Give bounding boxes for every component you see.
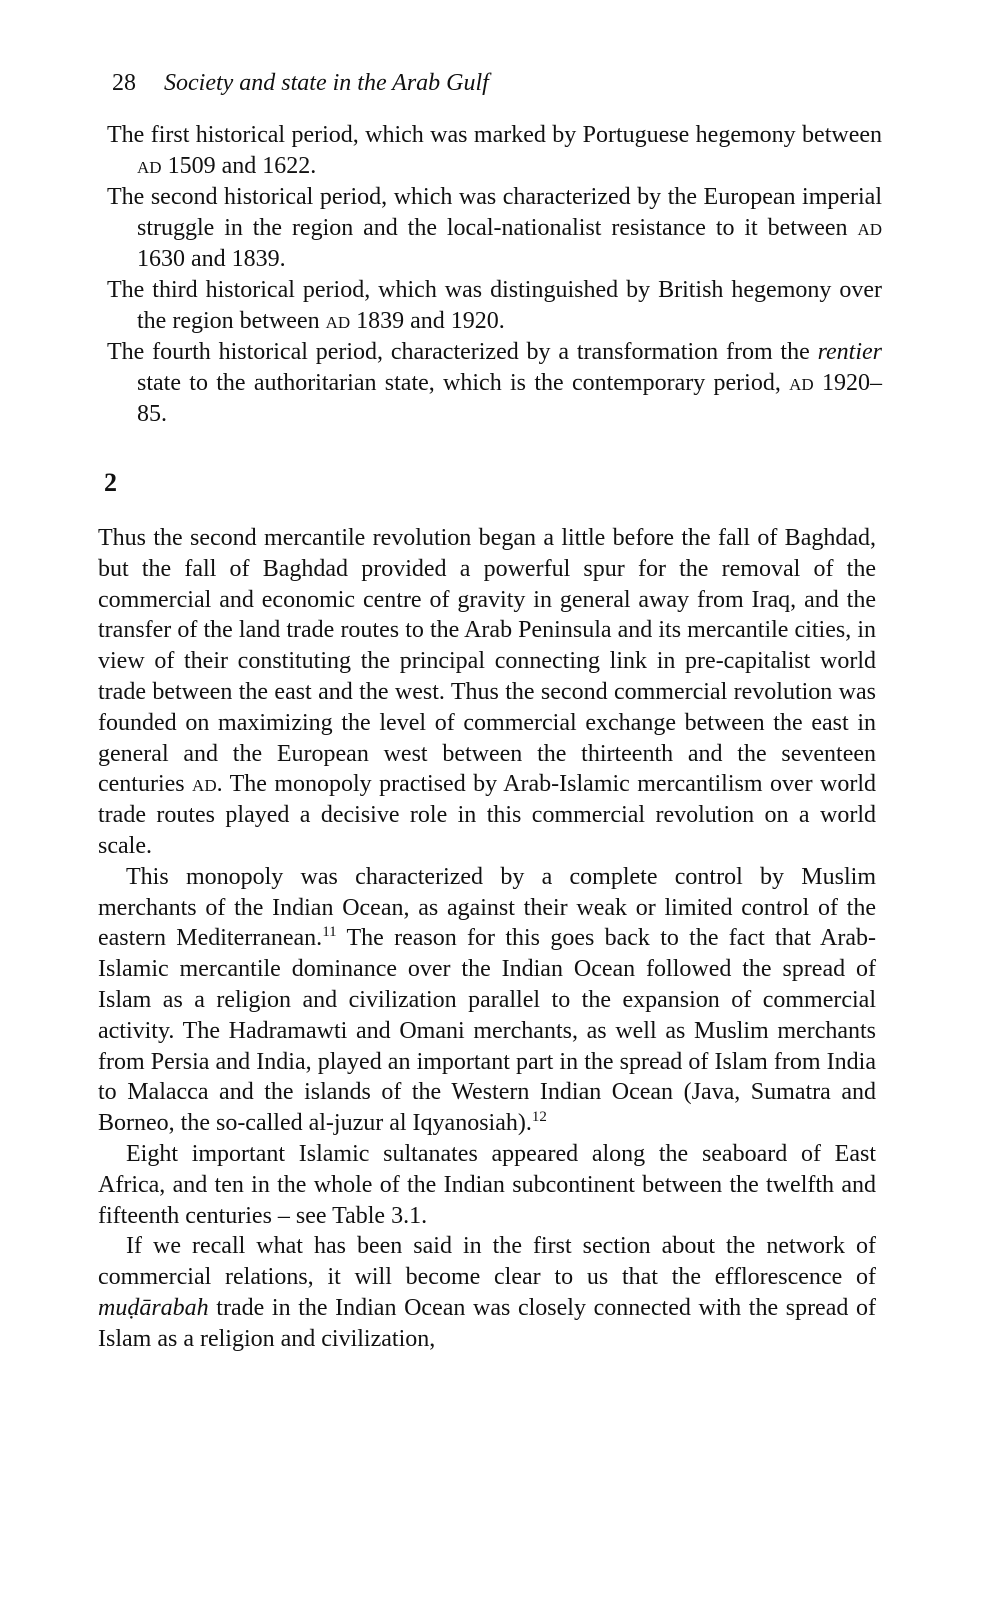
footnote-marker: 11	[322, 924, 337, 941]
text-run: state to the authoritarian state, which is the contemporary period, ad 1920–85.	[137, 370, 883, 427]
running-title: Society and state in the Arab Gulf	[164, 70, 489, 96]
historical-periods-list	[107, 120, 882, 430]
text-run: If we recall what has been said in the first section about the network of commercial relations, it will become clear to us that the efflorescence of	[98, 1233, 876, 1291]
text-run: This monopoly was characterized by a complete control by Muslim merchants of the Indian Ocean, as against their weak or limited control of the eastern Mediterranean.	[98, 863, 876, 952]
italic-term: rentier	[817, 339, 882, 365]
paragraph	[98, 1231, 876, 1354]
era-marker: ad	[789, 370, 814, 396]
list-item: The first historical period, which was marked by Portuguese hegemony between ad 1509 and 1622.	[107, 122, 882, 179]
era-marker: ad	[192, 771, 217, 798]
footnote-marker: 12	[531, 1109, 547, 1126]
text-run: The fourth historical period, characterized by a transformation from the	[107, 339, 818, 365]
running-header	[112, 70, 489, 97]
era-marker: ad	[137, 153, 162, 179]
list-item: The second historical period, which was characterized by the European imperial struggle in the region and the local-nationalist resistance to it between ad 1630 and 1839.	[107, 184, 882, 272]
era-marker: ad	[857, 215, 882, 241]
paragraph	[98, 862, 876, 1139]
text-run: The reason for this goes back to the fact that Arab-Islamic mercantile dominance over the Indian Ocean followed the spread of Islam as a religion and civilization parallel to the expansion of commercial activity. The Hadramawti and Omani merchants, as well as Muslim merchants from Persia and India, played an important part in the spread of Islam from India to Malacca and the islands of the Western Indian Ocean (Java, Sumatra and Borneo, the so-called al-juzur al Iqyanosiah).	[98, 925, 876, 1137]
section-number: 2	[104, 468, 117, 497]
paragraph: Thus the second mercantile revolution began a little before the fall of Baghdad, but the fall of Baghdad provided a powerful spur for the removal of the commercial and economic centre of gravity in general away from Iraq, and the transfer of the land trade routes to the Arab Peninsula and its mercantile cities, in view of their constituting the principal connecting link in pre-capitalist world trade between the east and the west. Thus the second commercial revolution was founded on maximizing the level of commercial exchange between the east in general and the European west between the thirteenth and the seventeen centuries ad. The monopoly practised by Arab-Islamic mercantilism over world trade routes played a decisive role in this commercial revolution on a world scale.	[98, 525, 877, 859]
paragraph: Eight important Islamic sultanates appeared along the seaboard of East Africa, and ten in the whole of the Indian subcontinent between the twelfth and fifteenth centuries – see Table 3.1.	[98, 1140, 876, 1229]
list-item: The third historical period, which was distinguished by British hegemony over the region between ad 1839 and 1920.	[107, 277, 882, 334]
page-number: 28	[112, 70, 136, 96]
italic-term: muḍārabah	[98, 1294, 209, 1321]
body-text	[98, 523, 876, 1355]
era-marker: ad	[325, 308, 351, 334]
list-item	[107, 337, 882, 430]
text-run: trade in the Indian Ocean was closely connected with the spread of Islam as a religion and civilization,	[98, 1294, 876, 1352]
